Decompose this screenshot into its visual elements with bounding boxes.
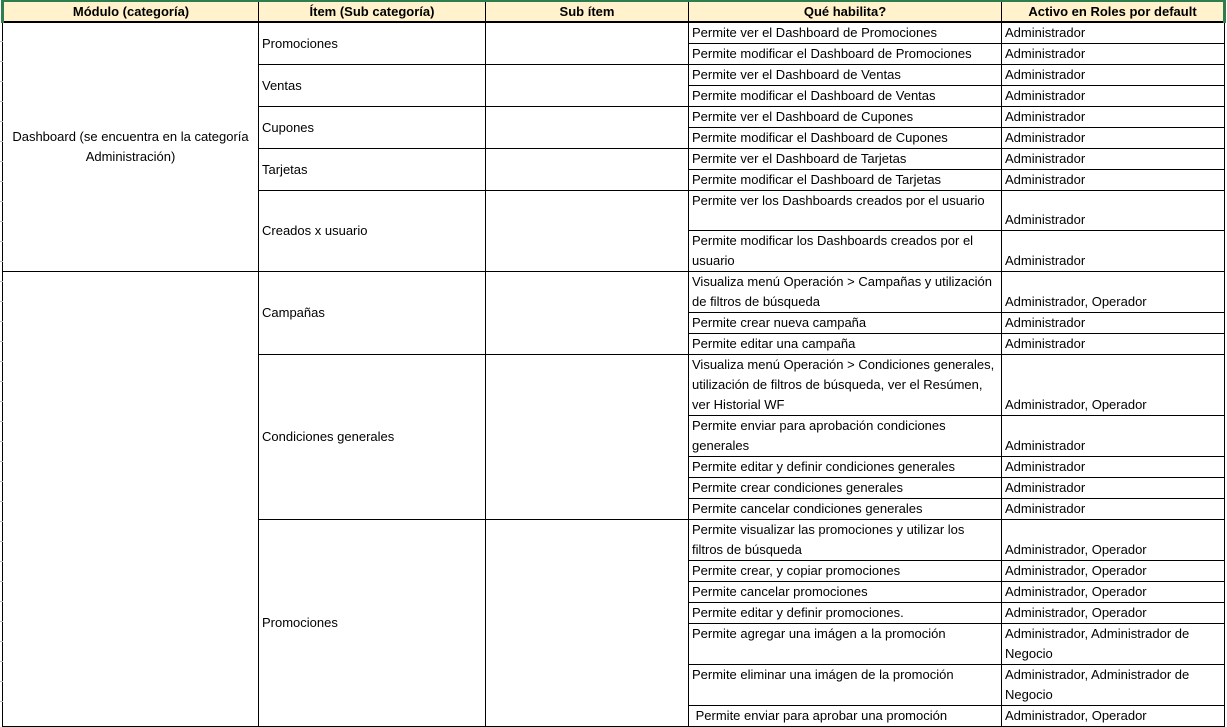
item-cell[interactable]: Ventas (259, 65, 486, 107)
permission-cell[interactable]: Permite agregar una imágen a la promoción (689, 624, 1002, 665)
roles-cell[interactable]: Administrador, Operador (1002, 603, 1225, 624)
item-cell[interactable]: Promociones (259, 520, 486, 727)
roles-cell[interactable]: Administrador (1002, 22, 1225, 44)
col-header-activo-roles[interactable]: Activo en Roles por default (1002, 1, 1225, 22)
roles-cell[interactable]: Administrador (1002, 231, 1225, 272)
roles-cell[interactable]: Administrador (1002, 65, 1225, 86)
subitem-cell[interactable] (486, 355, 689, 520)
roles-cell[interactable]: Administrador (1002, 170, 1225, 191)
roles-cell[interactable]: Administrador, Operador (1002, 520, 1225, 561)
subitem-cell[interactable] (486, 65, 689, 107)
permission-cell[interactable]: Permite crear condiciones generales (689, 478, 1002, 499)
roles-cell[interactable]: Administrador, Operador (1002, 582, 1225, 603)
subitem-cell[interactable] (486, 22, 689, 65)
roles-cell[interactable]: Administrador (1002, 478, 1225, 499)
subitem-cell[interactable] (486, 191, 689, 272)
item-cell[interactable]: Condiciones generales (259, 355, 486, 520)
permission-cell[interactable]: Permite modificar los Dashboards creados por el usuario (689, 231, 1002, 272)
permission-cell[interactable]: Permite modificar el Dashboard de Ventas (689, 86, 1002, 107)
item-cell[interactable]: Promociones (259, 22, 486, 65)
header-row (3, 1, 1225, 22)
roles-cell[interactable]: Administrador, Administrador de Negocio (1002, 665, 1225, 706)
permission-cell[interactable]: Permite editar y definir condiciones generales (689, 457, 1002, 478)
table-row (3, 272, 1225, 313)
roles-cell[interactable]: Administrador (1002, 457, 1225, 478)
permission-cell[interactable]: Permite ver el Dashboard de Promociones (689, 22, 1002, 44)
roles-cell[interactable]: Administrador (1002, 334, 1225, 355)
permission-cell[interactable]: Permite enviar para aprobar una promoción (689, 706, 1002, 727)
permission-cell[interactable]: Visualiza menú Operación > Campañas y utilización de filtros de búsqueda (689, 272, 1002, 313)
permission-cell[interactable]: Permite eliminar una imágen de la promoción (689, 665, 1002, 706)
roles-cell[interactable]: Administrador (1002, 191, 1225, 231)
roles-cell[interactable]: Administrador, Operador (1002, 561, 1225, 582)
roles-cell[interactable]: Administrador (1002, 128, 1225, 149)
permission-cell[interactable]: Permite ver el Dashboard de Cupones (689, 107, 1002, 128)
roles-cell[interactable]: Administrador (1002, 86, 1225, 107)
module-cell[interactable]: Dashboard (se encuentra en la categoría Administración) (3, 22, 259, 272)
permission-cell[interactable]: Permite modificar el Dashboard de Cupones (689, 128, 1002, 149)
permission-cell[interactable]: Permite crear nueva campaña (689, 313, 1002, 334)
permission-cell[interactable]: Permite crear, y copiar promociones (689, 561, 1002, 582)
roles-cell[interactable]: Administrador (1002, 313, 1225, 334)
permission-cell[interactable]: Permite ver el Dashboard de Tarjetas (689, 149, 1002, 170)
permission-cell[interactable]: Permite ver los Dashboards creados por el usuario (689, 191, 1002, 231)
item-cell[interactable]: Cupones (259, 107, 486, 149)
roles-cell[interactable]: Administrador, Administrador de Negocio (1002, 624, 1225, 665)
permission-cell[interactable]: Permite cancelar condiciones generales (689, 499, 1002, 520)
permission-cell[interactable]: Permite modificar el Dashboard de Promociones (689, 44, 1002, 65)
roles-cell[interactable]: Administrador, Operador (1002, 706, 1225, 727)
permission-cell[interactable]: Permite ver el Dashboard de Ventas (689, 65, 1002, 86)
module-cell[interactable] (3, 272, 259, 727)
col-header-modulo[interactable]: Módulo (categoría) (3, 1, 259, 22)
permissions-table (1, 0, 1226, 727)
col-header-que-habilita[interactable]: Qué habilita? (689, 1, 1002, 22)
roles-cell[interactable]: Administrador (1002, 416, 1225, 457)
roles-cell[interactable]: Administrador (1002, 149, 1225, 170)
permission-cell[interactable]: Permite editar una campaña (689, 334, 1002, 355)
table-row (3, 22, 1225, 44)
permission-cell[interactable]: Permite enviar para aprobación condiciones generales (689, 416, 1002, 457)
subitem-cell[interactable] (486, 107, 689, 149)
permission-cell[interactable]: Visualiza menú Operación > Condiciones generales, utilización de filtros de búsqueda, ver el Resúmen, ver Historial WF (689, 355, 1002, 416)
item-cell[interactable]: Campañas (259, 272, 486, 355)
roles-cell[interactable]: Administrador, Operador (1002, 355, 1225, 416)
item-cell[interactable]: Tarjetas (259, 149, 486, 191)
col-header-item[interactable]: Ítem (Sub categoría) (259, 1, 486, 22)
subitem-cell[interactable] (486, 272, 689, 355)
permission-cell[interactable]: Permite editar y definir promociones. (689, 603, 1002, 624)
roles-cell[interactable]: Administrador (1002, 499, 1225, 520)
roles-cell[interactable]: Administrador (1002, 44, 1225, 65)
roles-cell[interactable]: Administrador, Operador (1002, 272, 1225, 313)
excel-row-gridline-stubs (0, 22, 3, 702)
permission-cell[interactable]: Permite modificar el Dashboard de Tarjetas (689, 170, 1002, 191)
item-cell[interactable]: Creados x usuario (259, 191, 486, 272)
subitem-cell[interactable] (486, 520, 689, 727)
col-header-subitem[interactable]: Sub ítem (486, 1, 689, 22)
permission-cell[interactable]: Permite cancelar promociones (689, 582, 1002, 603)
permission-cell[interactable]: Permite visualizar las promociones y utilizar los filtros de búsqueda (689, 520, 1002, 561)
roles-cell[interactable]: Administrador (1002, 107, 1225, 128)
subitem-cell[interactable] (486, 149, 689, 191)
